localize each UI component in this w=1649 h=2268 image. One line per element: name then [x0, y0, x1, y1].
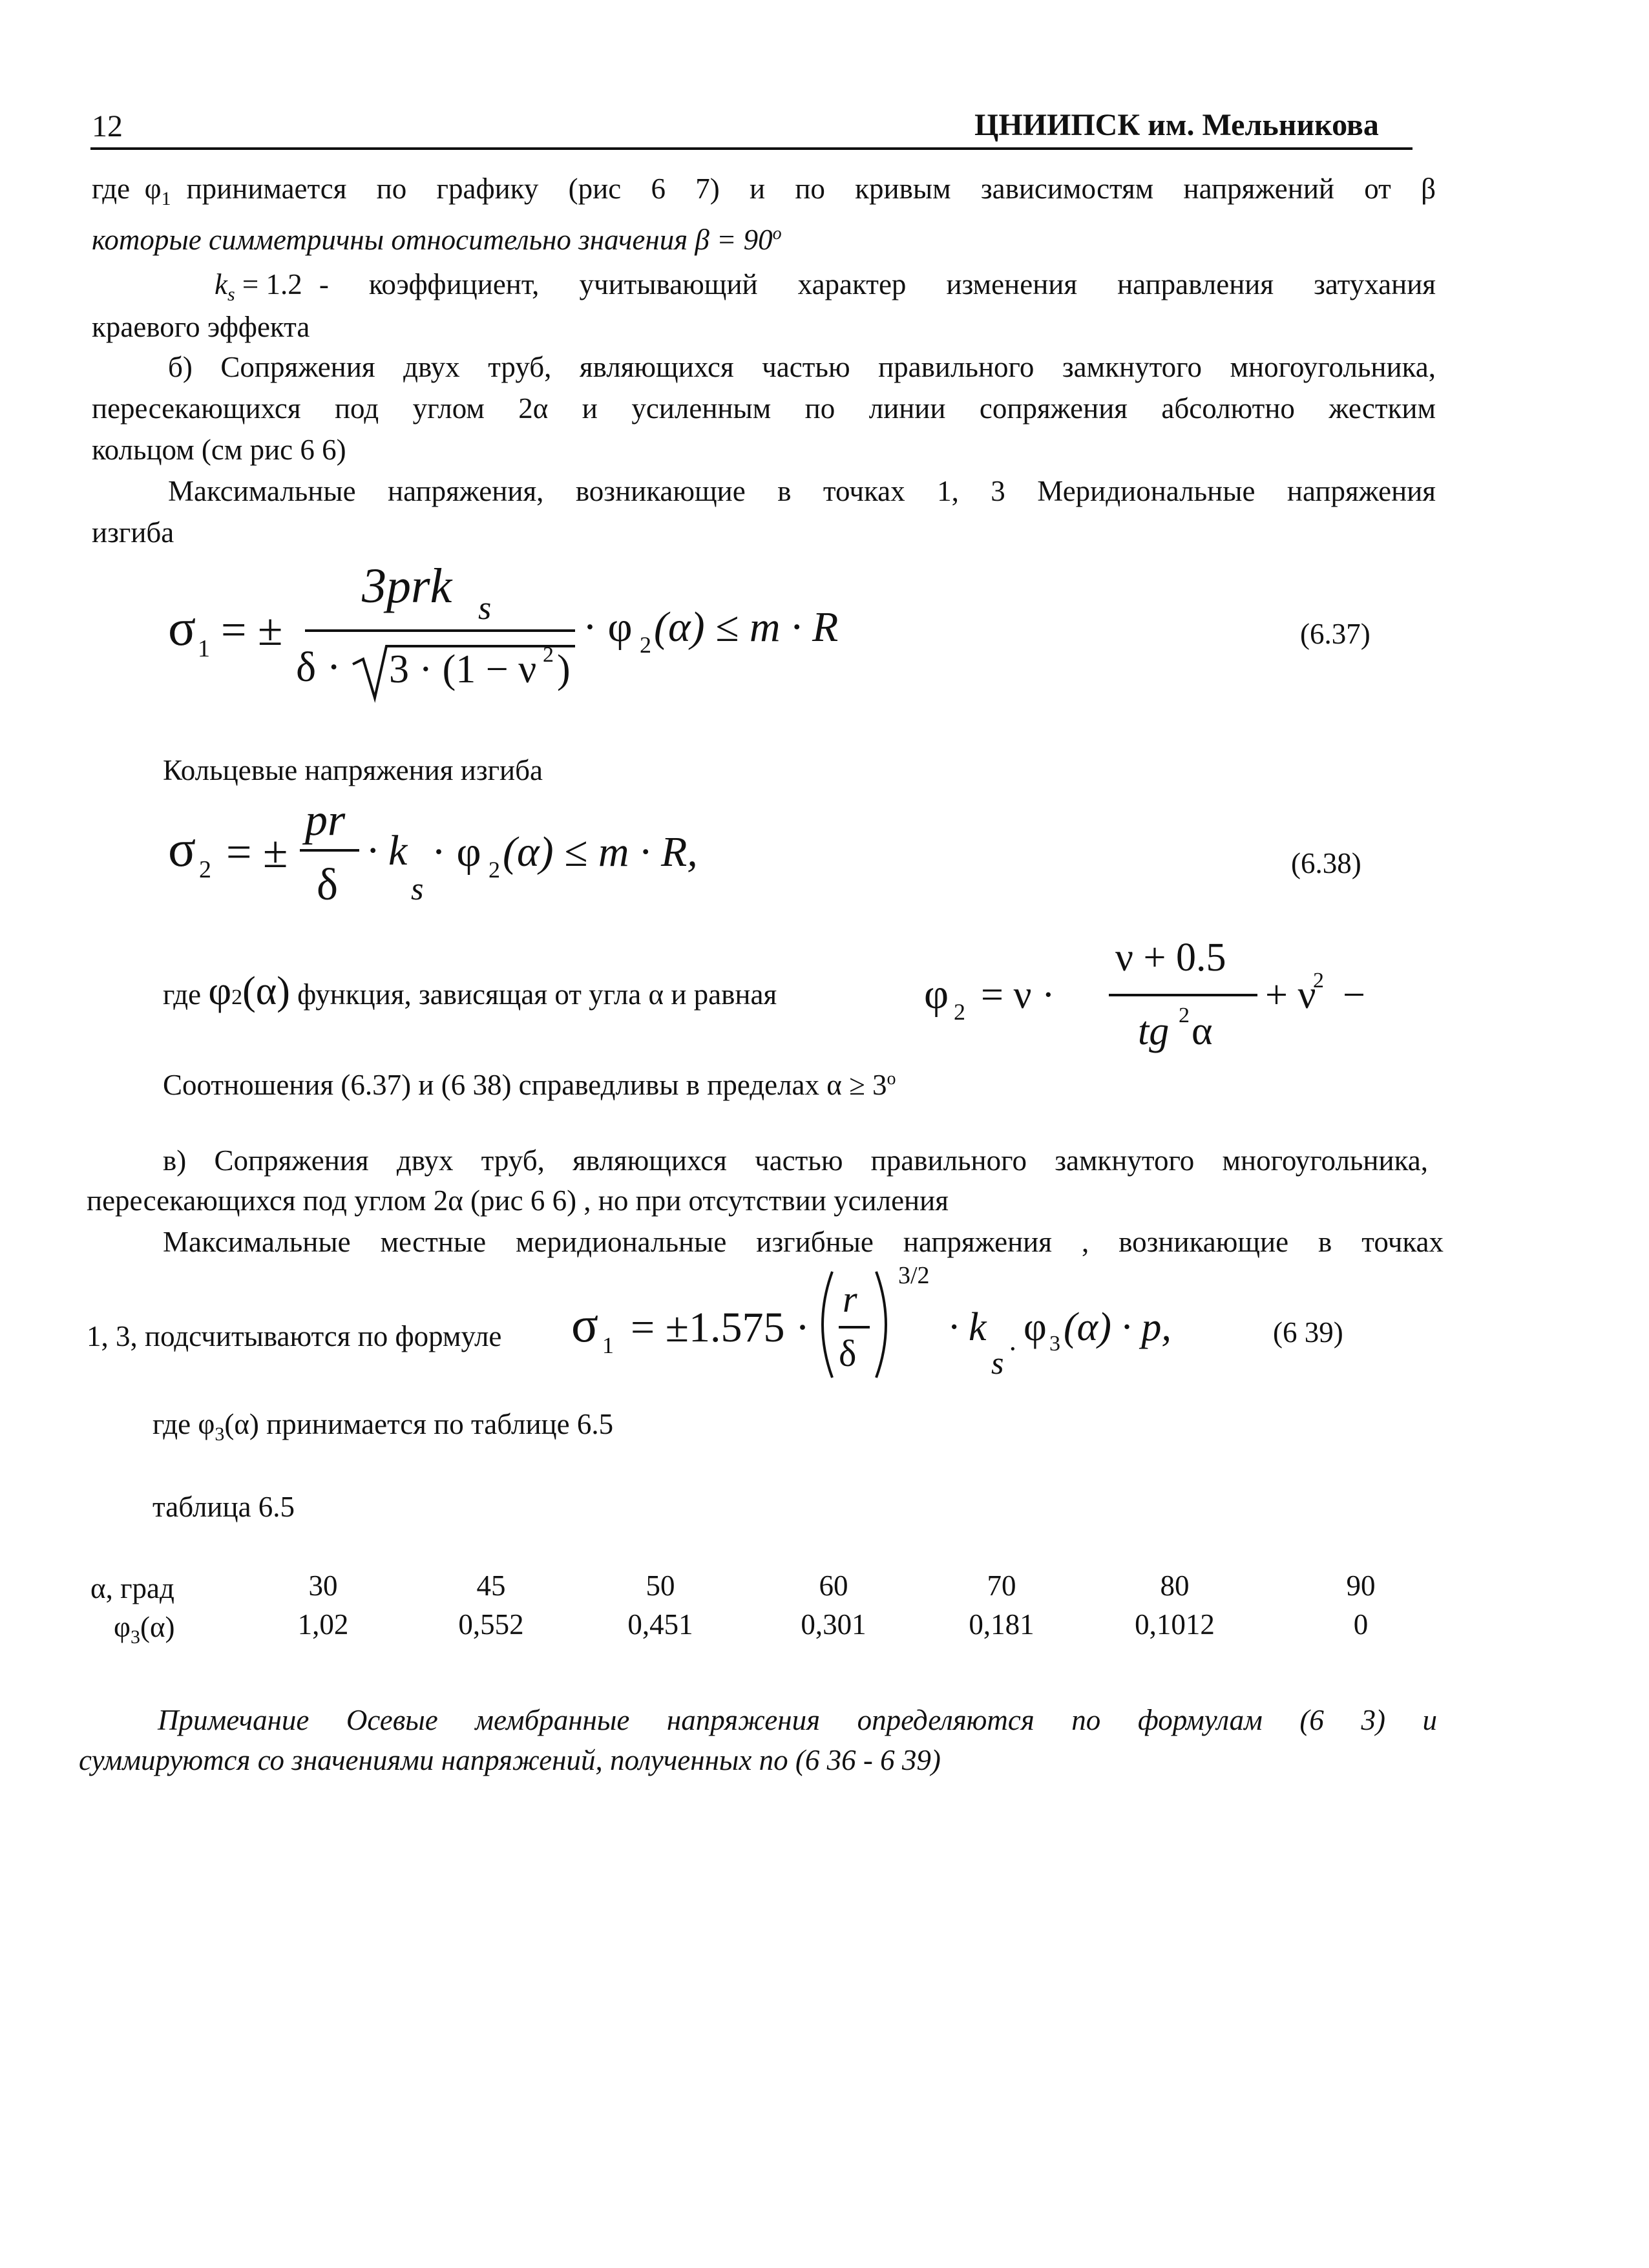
- phi2-rhs-sub: 2: [954, 999, 965, 1025]
- ks-value: = 1.2: [242, 268, 302, 300]
- validity-text: Соотношения (6.37) и (6 38) справедливы в пределах α ≥ 3: [163, 1069, 887, 1101]
- phi2-eq: = ν ·: [981, 973, 1055, 1017]
- note-line1: Примечание Осевые мембранные напряжения определяются по формулам (6 3) и: [158, 1704, 1437, 1736]
- eq639-sigma: σ: [571, 1296, 599, 1352]
- eq637-numerator: 3prk: [362, 559, 452, 613]
- phi2-lead: где: [163, 978, 202, 1011]
- phi2-description: функция, зависящая от угла α и равная: [297, 978, 777, 1011]
- phi2-tail-sup: 2: [1313, 969, 1324, 992]
- table-alpha-60: 60: [819, 1570, 848, 1602]
- eq637-numerator-sub: s: [478, 590, 492, 627]
- eq639-frac-num: r: [843, 1278, 857, 1320]
- degree-sup-90: o: [772, 224, 782, 244]
- phi2-den-sup: 2: [1179, 1003, 1190, 1027]
- table-alpha-50: 50: [646, 1570, 675, 1602]
- eq639-right-paren: [876, 1272, 886, 1378]
- equation-number-6-38: (6.38): [1291, 847, 1361, 879]
- para-c-line1: в) Сопряжения двух труб, являющихся частью правильного замкнутого многоугольника,: [163, 1144, 1428, 1177]
- table-phi3-70: 0,181: [969, 1608, 1035, 1641]
- note-line2: суммируются со значениями напряжений, полученных по (6 36 - 6 39): [79, 1744, 941, 1776]
- para1-where: где: [92, 173, 131, 205]
- validity-line: [163, 1058, 896, 1106]
- eq638-k-sub: s: [411, 870, 424, 907]
- para-b-line2: пересекающихся под углом 2α и усиленным по линии сопряжения абсолютно жестким: [92, 392, 1436, 425]
- table-row2-arg: (α): [140, 1611, 175, 1643]
- equation-number-6-37: (6.37): [1300, 618, 1371, 650]
- eq637-sigma: σ: [168, 600, 196, 656]
- table-row2-sub: 3: [130, 1626, 140, 1648]
- phi2-formula: [921, 918, 1374, 1066]
- eq639-lead: 1, 3, подсчитываются по формуле: [87, 1320, 502, 1352]
- eq639-sigma-sub: 1: [602, 1332, 614, 1358]
- para1-line2: [92, 213, 782, 260]
- para-b-line5: изгиба: [92, 516, 174, 549]
- phi2-tail: + ν: [1265, 973, 1316, 1017]
- eq637-den-close: ): [557, 647, 571, 691]
- table-phi3-60: 0,301: [801, 1608, 867, 1641]
- phi3-subscript: 3: [215, 1423, 225, 1445]
- eq639-dot: ·: [1008, 1333, 1018, 1365]
- table-alpha-30: 30: [308, 1570, 338, 1602]
- eq639-power: 3/2: [898, 1262, 930, 1289]
- table-phi3-50: 0,451: [627, 1608, 693, 1641]
- para1-line1-rest: принимается по графику (рис 6 7) и по кривым зависимостям напряжений от β: [186, 173, 1436, 205]
- phi2-tail-minus: −: [1343, 973, 1365, 1017]
- ks-subscript: s: [227, 284, 235, 305]
- eq638-denominator: δ: [317, 860, 338, 910]
- eq637-den-radicand: 3 · (1 − ν: [389, 647, 537, 691]
- table-phi3-30: 1,02: [297, 1608, 349, 1641]
- eq638-sigma: σ: [168, 821, 196, 877]
- eq639-phi: φ: [1024, 1305, 1047, 1349]
- eq639-sign: = ±1.575 ·: [631, 1304, 810, 1351]
- eq639-phi-sub: 3: [1049, 1332, 1060, 1356]
- table-caption: таблица 6.5: [152, 1491, 295, 1523]
- table-row2-label: [114, 1606, 175, 1658]
- phi2-den-alpha: α: [1192, 1009, 1213, 1053]
- eq639-frac-den: δ: [839, 1332, 857, 1374]
- table-row2-phi: φ: [114, 1611, 131, 1643]
- phi2-symbol: φ: [208, 969, 232, 1013]
- eq637-rhs-arg: (α) ≤ m · R: [654, 604, 839, 651]
- eq638-phi: · φ: [432, 828, 481, 876]
- phi1-subscript: 1: [161, 188, 171, 209]
- phi2-den-tg: tg: [1138, 1009, 1170, 1053]
- phi2-definition-text: [163, 971, 777, 1018]
- table-phi3-90: 0: [1353, 1608, 1369, 1641]
- header-rule: [90, 147, 1413, 150]
- eq638-rhs-arg: (α) ≤ m · R,: [503, 828, 698, 876]
- eq637-sigma-sub: 1: [198, 635, 210, 662]
- phi3-rest: (α) принимается по таблице 6.5: [224, 1408, 614, 1440]
- equation-6-38: [162, 795, 808, 924]
- phi2-arg: (α): [242, 969, 290, 1013]
- table-alpha-80: 80: [1160, 1570, 1190, 1602]
- eq639-rhs-arg: (α) · p,: [1064, 1305, 1171, 1349]
- page-number: 12: [92, 109, 123, 143]
- eq637-den-delta: δ ·: [296, 644, 341, 691]
- phi2-subscript: 2: [231, 985, 243, 1009]
- phi3-symbol: φ: [198, 1408, 215, 1440]
- eq638-phi-sub: 2: [488, 857, 500, 883]
- para-b-line3: кольцом (см рис 6 6): [92, 434, 346, 466]
- eq639-left-paren: [823, 1272, 832, 1378]
- eq638-k: · k: [367, 827, 408, 874]
- phi1-symbol: φ: [144, 173, 162, 205]
- ks-symbol: k: [215, 268, 227, 300]
- para-c-line3: Максимальные местные меридиональные изгибные напряжения , возникающие в точках: [163, 1226, 1444, 1258]
- para1-line1: [92, 168, 1436, 220]
- eq639-k-sub: s: [991, 1345, 1004, 1381]
- ks-description-line2: краевого эффекта: [92, 311, 310, 343]
- eq637-den-sup: 2: [543, 643, 554, 667]
- eq639-k: · k: [949, 1305, 987, 1349]
- para1-line2-text: которые симметричны относительно значения β = 90: [92, 224, 773, 256]
- eq638-sigma-sub: 2: [199, 856, 211, 883]
- eq637-sign: = ±: [221, 605, 283, 655]
- para-b-line4: Максимальные напряжения, возникающие в точках 1, 3 Меридиональные напряжения: [168, 475, 1436, 507]
- ks-description: - коэффициент, учитывающий характер изменения направления затухания: [319, 268, 1436, 300]
- equation-6-39: [569, 1247, 1279, 1402]
- phi2-numerator: ν + 0.5: [1115, 936, 1226, 980]
- para-c-line2: пересекающихся под углом 2α (рис 6 6) , но при отсутствии усиления: [87, 1184, 949, 1217]
- phi2-rhs-phi: φ: [924, 971, 949, 1018]
- phi3-lead: где: [152, 1408, 191, 1440]
- ring-stresses-label: Кольцевые напряжения изгиба: [163, 754, 543, 786]
- table-row1-label: α, град: [90, 1572, 174, 1604]
- table-phi3-45: 0,552: [458, 1608, 524, 1641]
- equation-number-6-39: (6 39): [1273, 1316, 1343, 1349]
- eq637-rhs-phi: · φ: [583, 604, 633, 651]
- eq638-numerator: pr: [305, 795, 346, 845]
- organization-header: ЦНИИПСК им. Мельникова: [974, 108, 1379, 142]
- table-alpha-70: 70: [987, 1570, 1016, 1602]
- equation-6-37: [162, 549, 937, 711]
- para-b-line1: б) Сопряжения двух труб, являющихся частью правильного замкнутого многоугольника,: [168, 351, 1436, 383]
- table-phi3-80: 0,1012: [1135, 1608, 1215, 1641]
- eq637-rhs-sub: 2: [640, 632, 651, 658]
- validity-degree: o: [887, 1069, 896, 1089]
- phi3-note: [152, 1403, 613, 1455]
- table-alpha-90: 90: [1346, 1570, 1376, 1602]
- table-alpha-45: 45: [476, 1570, 506, 1602]
- eq638-sign: = ±: [226, 828, 288, 877]
